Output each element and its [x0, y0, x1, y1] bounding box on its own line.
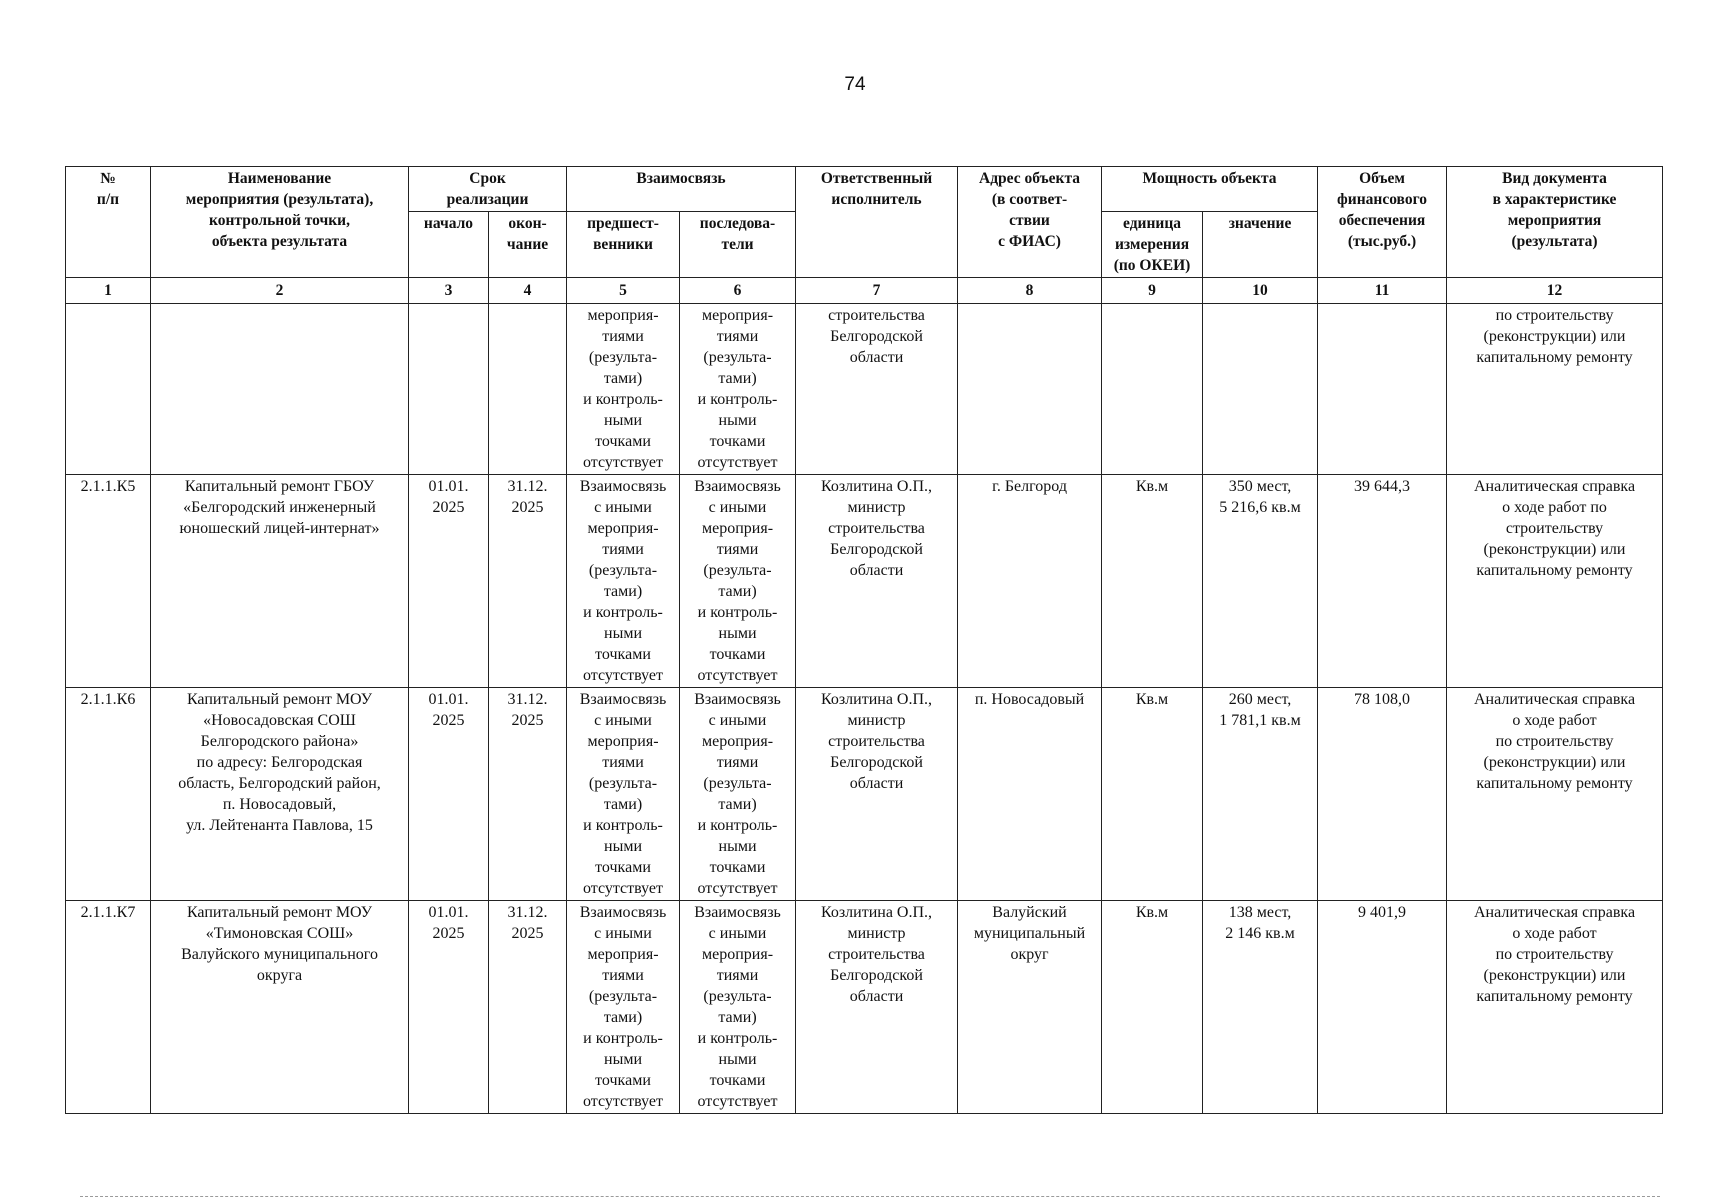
- cell-doc: Аналитическая справка о ходе работ по строительству (реконструкции) или капитальному ремонту: [1447, 688, 1663, 901]
- header-capacity-value: значение: [1203, 212, 1318, 278]
- cell-address: [958, 304, 1102, 475]
- header-relation-pred: предшест- венники: [567, 212, 680, 278]
- cell-pred: Взаимосвязь с иными мероприя- тиями (результа- тами) и контроль- ными точками отсутствует: [567, 901, 680, 1114]
- cell-address: г. Белгород: [958, 475, 1102, 688]
- cell-start: 01.01. 2025: [409, 475, 489, 688]
- column-number: 11: [1318, 278, 1447, 304]
- cell-value: 260 мест, 1 781,1 кв.м: [1203, 688, 1318, 901]
- column-number: 1: [66, 278, 151, 304]
- column-number: 2: [151, 278, 409, 304]
- cell-doc: Аналитическая справка о ходе работ по строительству (реконструкции) или капитальному ремонту: [1447, 901, 1663, 1114]
- header-term: Срок реализации: [409, 167, 567, 212]
- cell-end: 31.12. 2025: [489, 688, 567, 901]
- cell-unit: Кв.м: [1102, 475, 1203, 688]
- column-number-row: [66, 278, 1663, 304]
- cell-unit: [1102, 304, 1203, 475]
- cell-value: 350 мест, 5 216,6 кв.м: [1203, 475, 1318, 688]
- header-term-start: начало: [409, 212, 489, 278]
- scan-edge-divider: [80, 1196, 1660, 1198]
- cell-finance: 9 401,9: [1318, 901, 1447, 1114]
- header-capacity-unit: единица измерения (по ОКЕИ): [1102, 212, 1203, 278]
- header-name: Наименование мероприятия (результата), контрольной точки, объекта результата: [151, 167, 409, 278]
- cell-responsible: Козлитина О.П., министр строительства Белгородской области: [796, 901, 958, 1114]
- header-term-end: окон- чание: [489, 212, 567, 278]
- header-capacity: Мощность объекта: [1102, 167, 1318, 212]
- header-num: № п/п: [66, 167, 151, 278]
- cell-doc: по строительству (реконструкции) или капитальному ремонту: [1447, 304, 1663, 475]
- cell-name: Капитальный ремонт МОУ «Новосадовская СОШ Белгородского района» по адресу: Белгородская область, Белгородский район, п. Новосадовый, ул. Лейтенанта Павлова, 15: [151, 688, 409, 901]
- column-number: 7: [796, 278, 958, 304]
- cell-start: [409, 304, 489, 475]
- column-number: 10: [1203, 278, 1318, 304]
- header-relation-next: последова- тели: [680, 212, 796, 278]
- column-number: 8: [958, 278, 1102, 304]
- page-number: 74: [844, 74, 866, 95]
- cell-unit: Кв.м: [1102, 901, 1203, 1114]
- header-responsible: Ответственный исполнитель: [796, 167, 958, 278]
- header-address: Адрес объекта (в соответ- ствии с ФИАС): [958, 167, 1102, 278]
- cell-next: Взаимосвязь с иными мероприя- тиями (результа- тами) и контроль- ными точками отсутствует: [680, 688, 796, 901]
- cell-end: 31.12. 2025: [489, 475, 567, 688]
- cell-next: мероприя- тиями (результа- тами) и контроль- ными точками отсутствует: [680, 304, 796, 475]
- column-number: 4: [489, 278, 567, 304]
- cell-next: Взаимосвязь с иными мероприя- тиями (результа- тами) и контроль- ными точками отсутствует: [680, 901, 796, 1114]
- table-row: [66, 901, 1663, 1114]
- cell-num: 2.1.1.К5: [66, 475, 151, 688]
- column-number: 12: [1447, 278, 1663, 304]
- header-finance: Объем финансового обеспечения (тыс.руб.): [1318, 167, 1447, 278]
- cell-start: 01.01. 2025: [409, 688, 489, 901]
- cell-value: [1203, 304, 1318, 475]
- activities-table-wrapper: [65, 166, 1662, 1114]
- table-row: [66, 304, 1663, 475]
- cell-finance: 39 644,3: [1318, 475, 1447, 688]
- cell-responsible: строительства Белгородской области: [796, 304, 958, 475]
- cell-num: 2.1.1.К7: [66, 901, 151, 1114]
- cell-name: Капитальный ремонт ГБОУ «Белгородский инженерный юношеский лицей-интернат»: [151, 475, 409, 688]
- column-number: 3: [409, 278, 489, 304]
- cell-end: 31.12. 2025: [489, 901, 567, 1114]
- header-row-top: [66, 167, 1663, 212]
- cell-pred: Взаимосвязь с иными мероприя- тиями (результа- тами) и контроль- ными точками отсутствует: [567, 688, 680, 901]
- cell-end: [489, 304, 567, 475]
- table-row: [66, 475, 1663, 688]
- column-number: 5: [567, 278, 680, 304]
- cell-num: 2.1.1.К6: [66, 688, 151, 901]
- cell-responsible: Козлитина О.П., министр строительства Белгородской области: [796, 688, 958, 901]
- cell-finance: 78 108,0: [1318, 688, 1447, 901]
- cell-next: Взаимосвязь с иными мероприя- тиями (результа- тами) и контроль- ными точками отсутствует: [680, 475, 796, 688]
- activities-table: [65, 166, 1663, 1114]
- header-doc-type: Вид документа в характеристике мероприятия (результата): [1447, 167, 1663, 278]
- column-number: 6: [680, 278, 796, 304]
- cell-doc: Аналитическая справка о ходе работ по строительству (реконструкции) или капитальному ремонту: [1447, 475, 1663, 688]
- cell-address: п. Новосадовый: [958, 688, 1102, 901]
- cell-value: 138 мест, 2 146 кв.м: [1203, 901, 1318, 1114]
- cell-name: Капитальный ремонт МОУ «Тимоновская СОШ» Валуйского муниципального округа: [151, 901, 409, 1114]
- column-number: 9: [1102, 278, 1203, 304]
- cell-start: 01.01. 2025: [409, 901, 489, 1114]
- header-relation: Взаимосвязь: [567, 167, 796, 212]
- cell-pred: Взаимосвязь с иными мероприя- тиями (результа- тами) и контроль- ными точками отсутствует: [567, 475, 680, 688]
- cell-responsible: Козлитина О.П., министр строительства Белгородской области: [796, 475, 958, 688]
- cell-num: [66, 304, 151, 475]
- table-row: [66, 688, 1663, 901]
- cell-unit: Кв.м: [1102, 688, 1203, 901]
- cell-finance: [1318, 304, 1447, 475]
- cell-pred: мероприя- тиями (результа- тами) и контроль- ными точками отсутствует: [567, 304, 680, 475]
- cell-address: Валуйский муниципальный округ: [958, 901, 1102, 1114]
- cell-name: [151, 304, 409, 475]
